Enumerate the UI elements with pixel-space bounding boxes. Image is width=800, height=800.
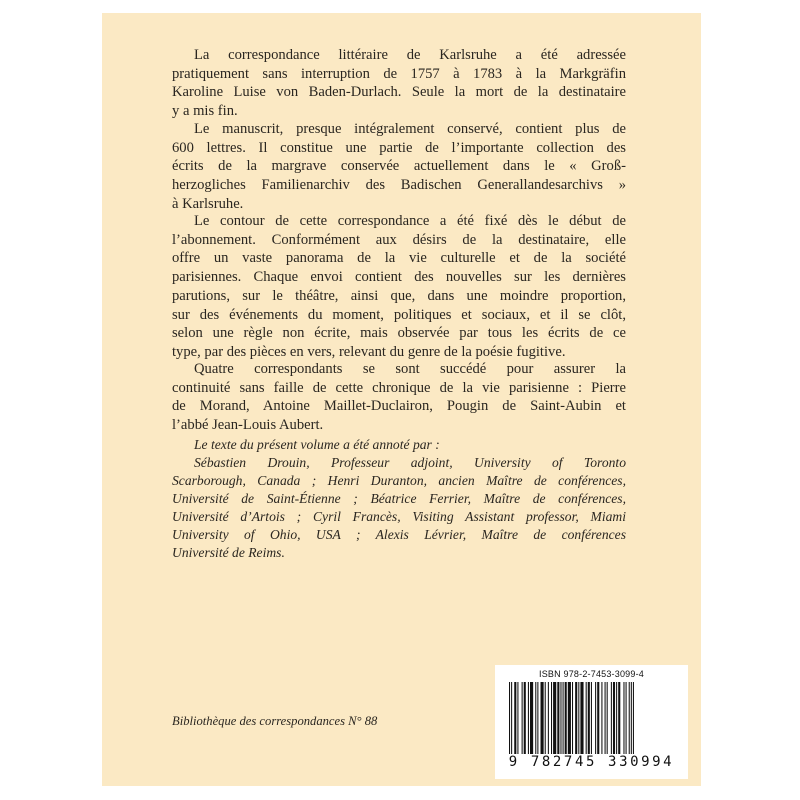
text-line: Karoline Luise von Baden-Durlach. Seule la mort de la destinataire <box>172 84 626 101</box>
text-line: sur des événements du moment, politiques et sociaux, et il se clôt, <box>172 306 626 323</box>
book-back-cover <box>102 13 701 786</box>
isbn-label: ISBN 978-2-7453-3099-4 <box>539 669 644 679</box>
annotation-line: Scarborough, Canada ; Henri Duranton, ancien Maître de conférences, <box>172 473 626 488</box>
text-line: type, par des pièces en vers, relevant du genre de la poésie fugitive. <box>172 343 566 360</box>
annotation-credits <box>172 436 626 562</box>
text-line: Le contour de cette correspondance a été fixé dès le début de <box>194 213 626 229</box>
text-line: écrits de la margrave conservée actuellement dans le « Groß- <box>172 158 626 175</box>
text-line: Quatre correspondants se sont succédé pour assurer la <box>194 361 626 377</box>
text-line: continuité sans faille de cette chronique de la vie parisienne : Pierre <box>172 379 626 396</box>
text-line: l’abbé Jean-Louis Aubert. <box>172 417 324 434</box>
text-line: pratiquement sans interruption de 1757 à 1783 à la Markgräfin <box>172 65 626 82</box>
text-line: y a mis fin. <box>172 103 238 120</box>
text-line: Le manuscrit, presque intégralement conservé, contient plus de <box>194 121 626 137</box>
text-line: La correspondance littéraire de Karlsruhe a été adressée <box>194 47 626 63</box>
annotation-line: Université de Reims. <box>172 545 285 560</box>
annotation-line: Université d’Artois ; Cyril Francès, Visiting Assistant professor, Miami <box>172 509 626 524</box>
annotation-line: Université de Saint-Étienne ; Béatrice Ferrier, Maître de conférences, <box>172 491 626 506</box>
text-line: 600 lettres. Il constitue une partie de l’importante collection des <box>172 139 626 156</box>
text-line: selon une règle non écrite, mais observée par tous les écrits de ce <box>172 325 626 342</box>
paragraph-4 <box>172 360 626 435</box>
paragraph-2 <box>172 120 626 214</box>
text-line: offre un vaste panorama de la vie culturelle et de la société <box>172 250 626 267</box>
text-line: parutions, sur le théâtre, ainsi que, dans une moindre proportion, <box>172 287 626 304</box>
barcode-digits: 9 782745 330994 <box>508 754 675 770</box>
paragraph-1 <box>172 46 626 121</box>
series-label: Bibliothèque des correspondances N° 88 <box>172 714 378 728</box>
barcode-icon <box>509 682 674 754</box>
text-line: de Morand, Antoine Maillet-Duclairon, Pougin de Saint-Aubin et <box>172 398 626 415</box>
isbn-barcode-box <box>495 665 688 779</box>
text-line: à Karlsruhe. <box>172 195 244 212</box>
annotation-line: Le texte du présent volume a été annoté par : <box>194 437 440 452</box>
text-line: parisiennes. Chaque envoi contient des nouvelles sur les dernières <box>172 269 626 286</box>
paragraph-3 <box>172 212 626 362</box>
annotation-line: University of Ohio, USA ; Alexis Lévrier, Maître de conférences <box>172 527 626 542</box>
annotation-line: Sébastien Drouin, Professeur adjoint, University of Toronto <box>194 455 626 470</box>
text-line: herzogliches Familienarchiv des Badischen Generallandesarchivs » <box>172 177 626 194</box>
text-line: l’abonnement. Conformément aux désirs de la destinataire, elle <box>172 231 626 248</box>
